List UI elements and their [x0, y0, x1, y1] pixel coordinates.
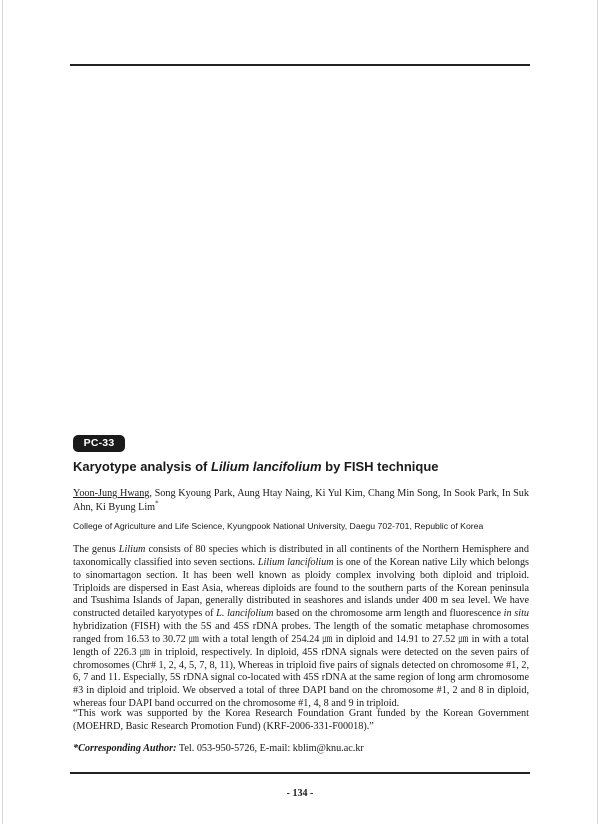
abstract-text: The genus — [73, 544, 119, 555]
title-part-1: Karyotype analysis of — [73, 459, 211, 474]
affiliation: College of Agriculture and Life Science, Kyungpook National University, Daegu 702-701, Republic of Korea — [73, 521, 484, 531]
abstract-genus: Lilium — [118, 544, 146, 555]
abstract-species: Lilium lancifolium — [257, 556, 334, 568]
abstract-text: is one of the Korean native Lily which belongs to sinomartagon section. It has been well known as ploidy complex involving both diploid and triploid. Triploids are dispersed in East Asia, whereas diploids are found to the southern parts of the Korean peninsula and Tsushima Islands of Japan, generally distributed in seashores and islands under 400 m sea level. We have constructed detailed karyotypes of — [73, 556, 529, 620]
poster-code-badge: PC-33 — [73, 435, 125, 452]
title-part-2: by FISH technique — [321, 459, 439, 474]
page-number: - 134 - — [286, 788, 314, 799]
corresponding-label: *Corresponding Author: — [73, 743, 177, 754]
abstract-text: consists of 80 species which is distributed in all continents of the Northern Hemisphere and taxonomically classified into seven sections. — [73, 544, 529, 568]
acknowledgement: “This work was supported by the Korea Research Foundation Grant funded by the Korean Government (MOEHRD, Basic Research Promotion Fund) (KRF-2006-331-F00018).” — [73, 708, 529, 732]
abstract-in-situ: in situ — [503, 608, 529, 620]
abstract-species-abbrev: L. lancifolium — [216, 608, 274, 620]
abstract-text: based on the chromosome arm length and fluorescence — [273, 608, 504, 620]
presenting-author: Yoon-Jung Hwang — [73, 488, 150, 499]
corresponding-contact: Tel. 053-950-5726, E-mail: kblim@knu.ac.kr — [176, 743, 364, 754]
corresponding-mark: * — [155, 499, 159, 508]
abstract-text: hybridization (FISH) with the 5S and 45S rDNA probes. The length of the somatic metaphase chromosomes ranged from 16.53 to 30.72 ㎛ with a total length of 254.24 ㎛ in diploid and 14.91 to 27.52 ㎛ in with a total length of 226.3 ㎛ in triploid, respectively. In diploid, 45S rDNA signals were detected on the seven pairs of chromosomes (Chr# 1, 2, 4, 5, 7, 8, 11), Whereas in triploid five pairs of signals detected on chromosome #1, 2, 6, 7 and 11. Especially, 5S rDNA signal co-located with 45S rDNA at the same region of long arm chromosome #3 in diploid and triploid. We observed a total of three DAPI band on the chromosome #1, 2 and 8 in diploid, whereas four DAPI band occurred on the chromosome #1, 4, 8 and 9 in triploid. — [73, 621, 529, 710]
paper-title — [73, 459, 533, 475]
co-authors: , Song Kyoung Park, Aung Htay Naing, Ki Yul Kim, Chang Min Song, In Sook Park, In Suk Ahn, Ki Byung Lim — [73, 488, 529, 513]
top-rule — [70, 64, 530, 66]
bottom-rule — [70, 772, 530, 774]
corresponding-author — [73, 742, 529, 755]
abstract-body — [73, 544, 529, 711]
title-species: Lilium lancifolium — [211, 459, 322, 474]
author-list — [73, 487, 529, 514]
page-edge-left — [2, 0, 3, 824]
page-edge-right — [597, 0, 598, 824]
